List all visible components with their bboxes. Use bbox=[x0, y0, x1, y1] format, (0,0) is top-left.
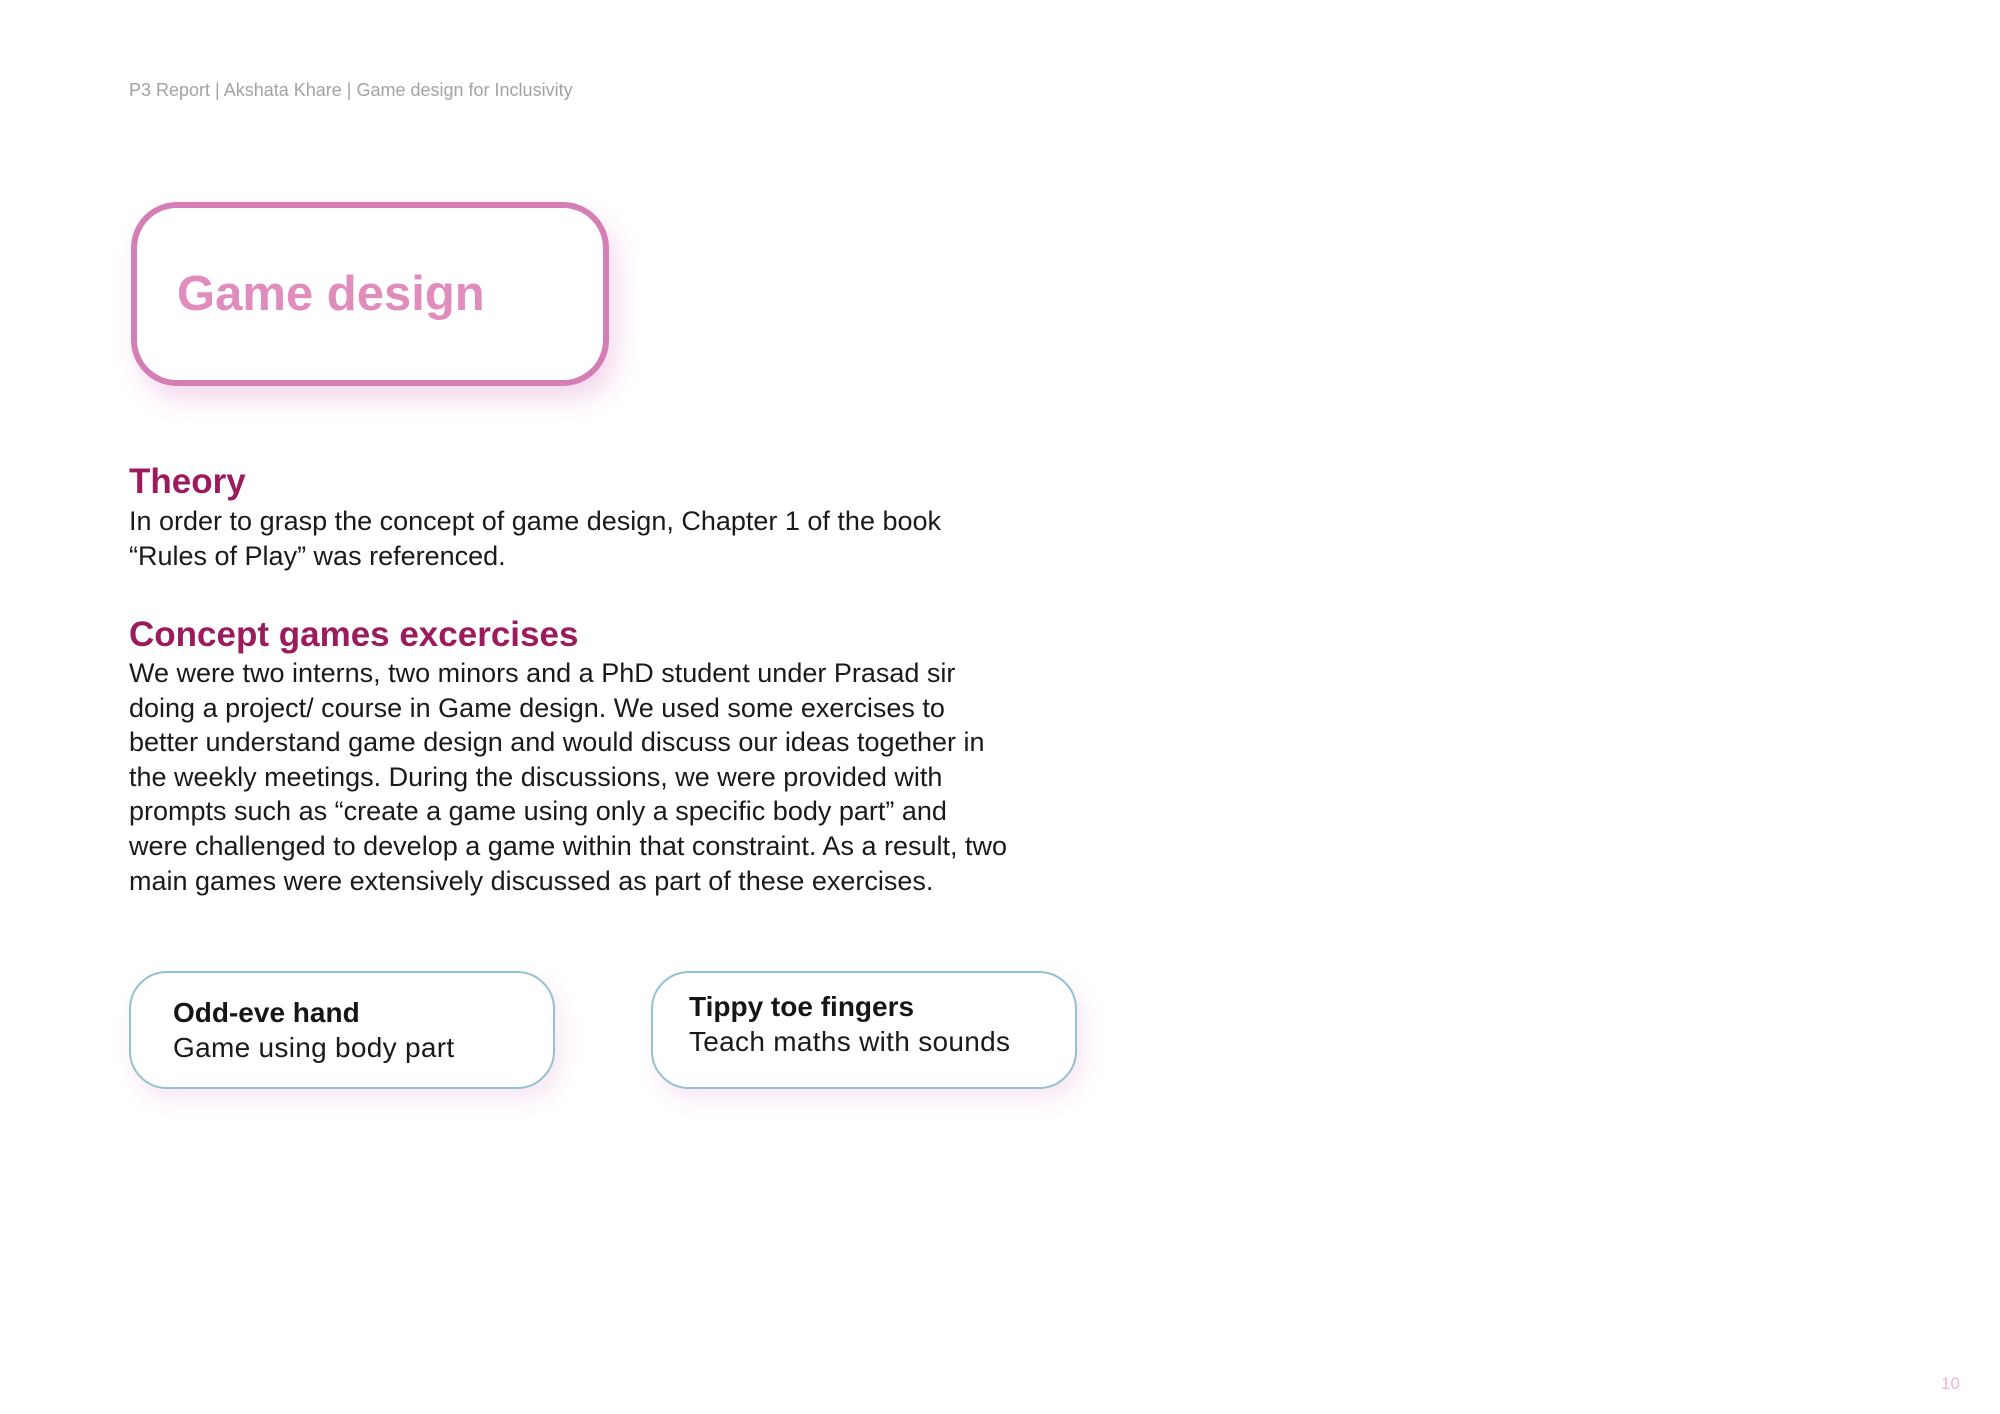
concept-paragraph: We were two interns, two minors and a PhD student under Prasad sir doing a project/ course in Game design. We used some exercises to better understand game design and would discuss our ideas together in the weekly meetings. During the discussions, we were provided with prompts such as “create a game using only a specific body part” and were challenged to develop a game within that constraint. As a result, two main games were extensively discussed as part of these exercises. bbox=[129, 658, 1008, 896]
game-card-title: Odd-eve hand bbox=[173, 997, 360, 1028]
theory-paragraph: In order to grasp the concept of game design, Chapter 1 of the book “Rules of Play” was referenced. bbox=[129, 506, 942, 571]
title-box bbox=[131, 202, 609, 386]
game-card-title: Tippy toe fingers bbox=[689, 991, 915, 1022]
page-number: 10 bbox=[1941, 1374, 1960, 1393]
game-card-subtitle: Game using body part bbox=[173, 1032, 455, 1063]
running-header: P3 Report | Akshata Khare | Game design for Inclusivity bbox=[129, 80, 573, 100]
game-card-tippy-toe-fingers bbox=[651, 971, 1077, 1089]
game-card-subtitle: Teach maths with sounds bbox=[689, 1026, 1011, 1057]
page-title: Game design bbox=[177, 267, 485, 321]
concept-heading: Concept games excercises bbox=[129, 615, 579, 654]
game-card-odd-eve-hand bbox=[129, 971, 555, 1089]
theory-heading: Theory bbox=[129, 462, 246, 501]
